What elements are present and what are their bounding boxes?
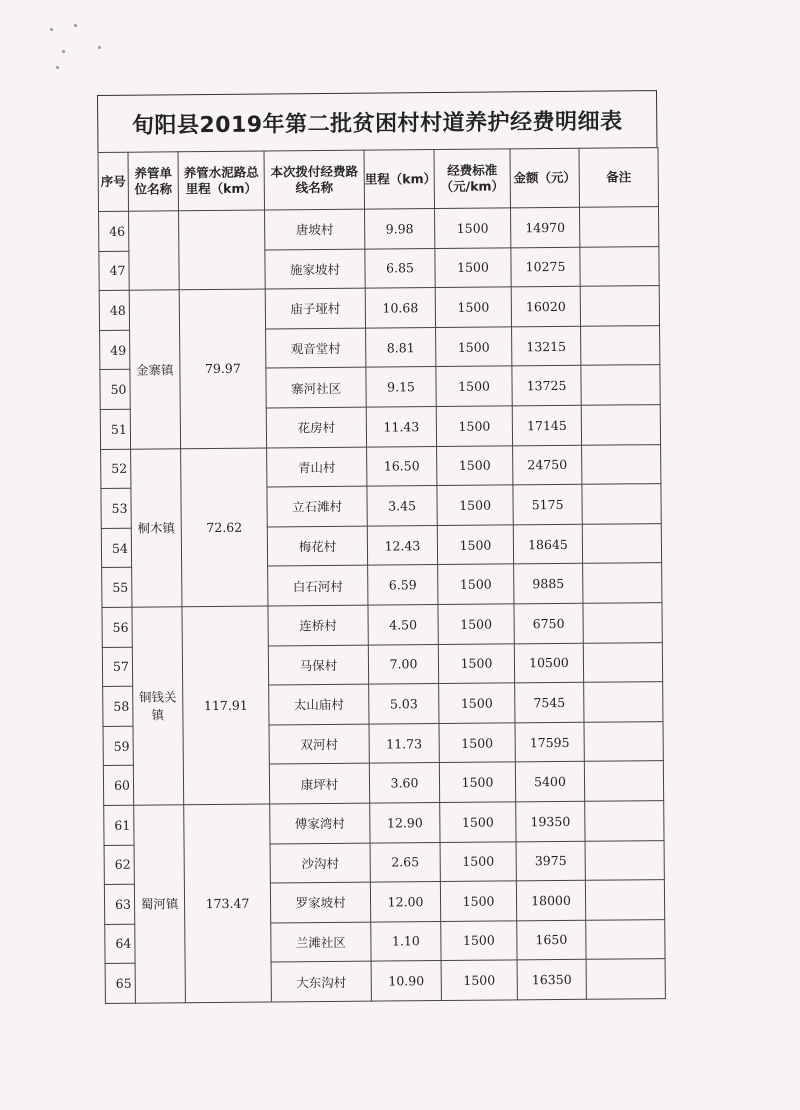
seq-cell: 48 — [99, 290, 129, 330]
route-cell: 连桥村 — [268, 605, 368, 645]
km-cell: 16.50 — [367, 446, 437, 486]
std-cell: 1500 — [440, 841, 516, 881]
amount-cell: 13725 — [512, 366, 581, 406]
amount-cell: 7545 — [515, 682, 584, 722]
seq-cell: 54 — [101, 528, 131, 568]
km-cell: 10.90 — [371, 961, 441, 1001]
note-cell — [581, 405, 660, 445]
route-cell: 马保村 — [268, 645, 368, 685]
amount-cell: 3975 — [516, 841, 585, 881]
route-cell: 观音堂村 — [266, 328, 366, 368]
total-cell: 79.97 — [179, 289, 266, 448]
std-cell: 1500 — [436, 406, 512, 446]
km-cell: 1.10 — [371, 921, 441, 961]
seq-cell: 46 — [99, 211, 129, 251]
km-cell: 5.03 — [369, 684, 439, 724]
header-route: 本次拨付经费路线名称 — [264, 150, 365, 210]
km-cell: 3.60 — [369, 763, 439, 803]
table-row — [102, 603, 662, 647]
std-cell: 1500 — [435, 287, 511, 327]
note-cell — [579, 207, 658, 247]
header-note: 备注 — [579, 148, 659, 208]
km-cell: 6.85 — [365, 248, 435, 288]
seq-cell: 61 — [104, 805, 134, 845]
km-cell: 6.59 — [368, 565, 438, 605]
total-cell: 117.91 — [182, 606, 270, 805]
km-cell: 9.15 — [366, 367, 436, 407]
table-row — [99, 207, 659, 251]
note-cell — [586, 919, 665, 959]
std-cell: 1500 — [439, 762, 515, 802]
note-cell — [585, 880, 664, 920]
route-cell: 寨河社区 — [266, 368, 366, 408]
unit-cell: 蜀河镇 — [134, 805, 186, 1003]
note-cell — [583, 642, 662, 682]
km-cell: 12.43 — [367, 525, 437, 565]
scan-marks — [40, 20, 140, 80]
route-cell: 立石滩村 — [267, 486, 367, 526]
amount-cell: 5175 — [513, 484, 582, 524]
amount-cell: 5400 — [515, 762, 584, 802]
km-cell: 10.68 — [365, 288, 435, 328]
km-cell: 8.81 — [366, 327, 436, 367]
amount-cell: 18645 — [513, 524, 582, 564]
route-cell: 兰滩社区 — [271, 922, 371, 962]
amount-cell: 10275 — [511, 247, 580, 287]
page-title: 旬阳县2019年第二批贫困村村道养护经费明细表 — [97, 90, 657, 152]
unit-cell: 铜钱关镇 — [132, 607, 184, 805]
seq-cell: 55 — [102, 568, 132, 608]
std-cell: 1500 — [435, 247, 511, 287]
document-sheet — [97, 90, 665, 1004]
km-cell: 12.00 — [370, 882, 440, 922]
total-cell: 72.62 — [181, 448, 268, 607]
header-km: 里程（km） — [364, 150, 435, 210]
table-row — [104, 800, 664, 844]
route-cell: 大东沟村 — [271, 961, 371, 1001]
route-cell: 青山村 — [267, 447, 367, 487]
std-cell: 1500 — [437, 485, 513, 525]
std-cell: 1500 — [438, 564, 514, 604]
note-cell — [586, 959, 665, 999]
std-cell: 1500 — [437, 525, 513, 565]
header-row — [98, 148, 658, 212]
std-cell: 1500 — [438, 604, 514, 644]
header-amount: 金额（元） — [510, 148, 580, 208]
std-cell: 1500 — [439, 683, 515, 723]
note-cell — [581, 365, 660, 405]
route-cell: 白石河村 — [268, 566, 368, 606]
seq-cell: 52 — [101, 449, 131, 489]
std-cell: 1500 — [436, 327, 512, 367]
seq-cell: 63 — [104, 884, 134, 924]
route-cell: 双河村 — [269, 724, 369, 764]
amount-cell: 18000 — [516, 880, 585, 920]
amount-cell: 16350 — [517, 960, 586, 1000]
header-seq: 序号 — [98, 152, 129, 211]
note-cell — [585, 800, 664, 840]
seq-cell: 57 — [102, 647, 132, 687]
note-cell — [584, 761, 663, 801]
note-cell — [582, 444, 661, 484]
km-cell: 12.90 — [370, 802, 440, 842]
route-cell: 傅家湾村 — [270, 803, 370, 843]
header-std: 经费标准（元/km） — [434, 149, 511, 209]
std-cell: 1500 — [441, 960, 517, 1000]
note-cell — [582, 523, 661, 563]
route-cell: 庙子垭村 — [265, 288, 365, 328]
seq-cell: 49 — [100, 330, 130, 370]
std-cell: 1500 — [439, 723, 515, 763]
seq-cell: 50 — [100, 370, 130, 410]
note-cell — [583, 603, 662, 643]
seq-cell: 60 — [103, 766, 133, 806]
unit-cell: 金寨镇 — [129, 290, 180, 449]
std-cell: 1500 — [437, 445, 513, 485]
km-cell: 3.45 — [367, 486, 437, 526]
seq-cell: 53 — [101, 488, 131, 528]
seq-cell: 58 — [103, 686, 133, 726]
note-cell — [581, 325, 660, 365]
seq-cell: 65 — [105, 963, 135, 1003]
amount-cell: 10500 — [514, 643, 583, 683]
std-cell: 1500 — [441, 921, 517, 961]
note-cell — [583, 563, 662, 603]
route-cell: 太山庙村 — [269, 684, 369, 724]
seq-cell: 51 — [100, 409, 130, 449]
amount-cell: 13215 — [512, 326, 581, 366]
std-cell: 1500 — [436, 366, 512, 406]
amount-cell: 24750 — [513, 445, 582, 485]
route-cell: 唐坡村 — [265, 209, 365, 249]
amount-cell: 17595 — [515, 722, 584, 762]
route-cell: 罗家坡村 — [270, 882, 370, 922]
seq-cell: 56 — [102, 607, 132, 647]
std-cell: 1500 — [440, 802, 516, 842]
km-cell: 7.00 — [368, 644, 438, 684]
amount-cell: 17145 — [512, 405, 581, 445]
route-cell: 施家坡村 — [265, 249, 365, 289]
km-cell: 4.50 — [368, 604, 438, 644]
route-cell: 沙沟村 — [270, 843, 370, 883]
route-cell: 康坪村 — [269, 763, 369, 803]
seq-cell: 62 — [104, 845, 134, 885]
table-row — [99, 286, 659, 330]
std-cell: 1500 — [438, 643, 514, 683]
note-cell — [585, 840, 664, 880]
seq-cell: 64 — [105, 924, 135, 964]
amount-cell: 6750 — [514, 603, 583, 643]
std-cell: 1500 — [440, 881, 516, 921]
note-cell — [584, 721, 663, 761]
expense-table — [97, 147, 665, 1004]
seq-cell: 59 — [103, 726, 133, 766]
amount-cell: 14970 — [511, 207, 580, 247]
km-cell: 9.98 — [365, 209, 435, 249]
header-unit: 养管单位名称 — [128, 152, 179, 211]
note-cell — [580, 246, 659, 286]
amount-cell: 16020 — [511, 286, 580, 326]
std-cell: 1500 — [435, 208, 511, 248]
total-cell: 173.47 — [184, 804, 272, 1003]
unit-cell: 桐木镇 — [131, 448, 182, 607]
amount-cell: 1650 — [517, 920, 586, 960]
total-cell — [179, 210, 266, 290]
header-total: 养管水泥路总里程（km） — [178, 151, 265, 211]
route-cell: 梅花村 — [267, 526, 367, 566]
unit-cell — [129, 211, 180, 291]
km-cell: 11.73 — [369, 723, 439, 763]
route-cell: 花房村 — [266, 407, 366, 447]
note-cell — [584, 682, 663, 722]
amount-cell: 19350 — [516, 801, 585, 841]
note-cell — [582, 484, 661, 524]
seq-cell: 47 — [99, 251, 129, 291]
note-cell — [580, 286, 659, 326]
table-row — [101, 444, 661, 488]
km-cell: 11.43 — [366, 407, 436, 447]
km-cell: 2.65 — [370, 842, 440, 882]
amount-cell: 9885 — [514, 564, 583, 604]
